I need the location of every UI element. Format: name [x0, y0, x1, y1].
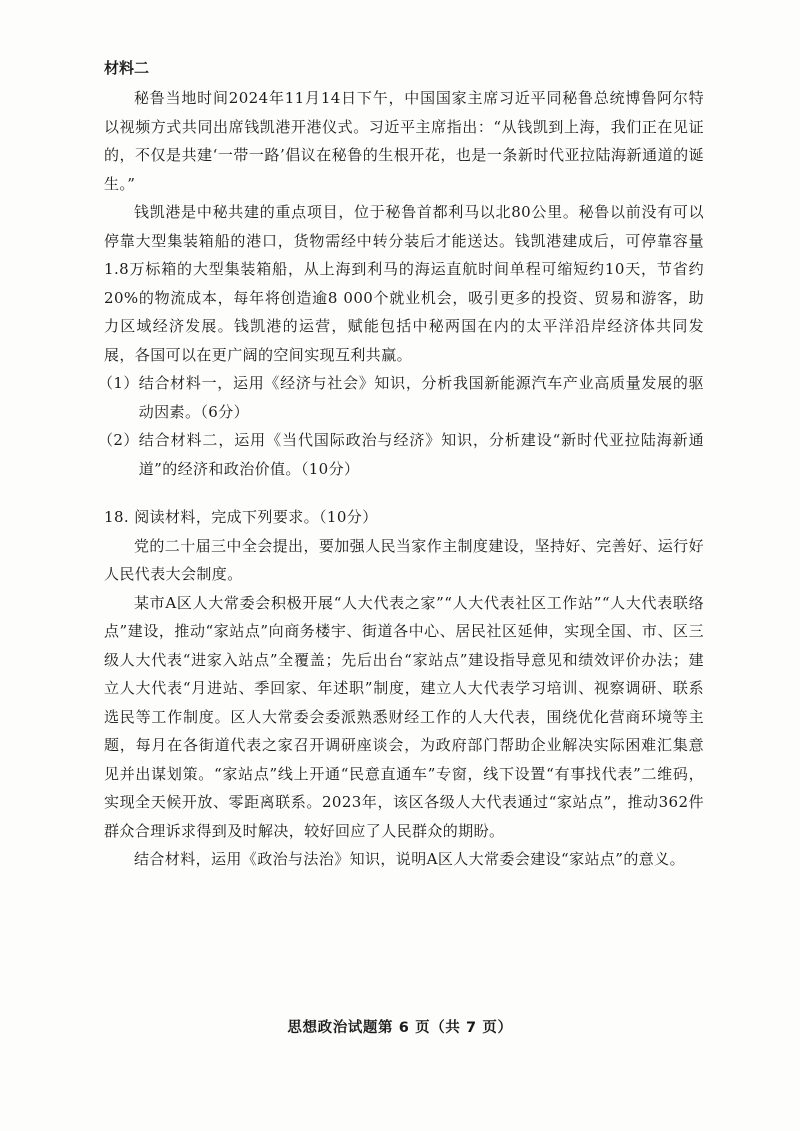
subquestion-number: （1）: [98, 374, 139, 392]
subquestion-1: [98, 369, 704, 426]
question-18-paragraph-1: 党的二十届三中全会提出，要加强人民当家作主制度建设，坚持好、完善好、运行好人民代表大会制度。: [104, 536, 704, 583]
material-heading: 材料二: [104, 59, 150, 77]
question-18-title: 18. 阅读材料，完成下列要求。（10分）: [104, 508, 378, 526]
subquestion-text: 结合材料一，运用《经济与社会》知识，分析我国新能源汽车产业高质量发展的驱动因素。（6分）: [138, 374, 704, 421]
question-18-prompt: 结合材料，运用《政治与法治》知识，说明A区人大常委会建设“家站点”的意义。: [134, 850, 685, 868]
subquestion-text: 结合材料二，运用《当代国际政治与经济》知识，分析建设“新时代亚拉陆海新通道”的经济和政治价值。（10分）: [138, 431, 704, 478]
material-paragraph-1: 秘鲁当地时间2024年11月14日下午，中国国家主席习近平同秘鲁总统博鲁阿尔特以视频方式共同出席钱凯港开港仪式。习近平主席指出：“从钱凯到上海，我们正在见证的，不仅是共建‘一带一路’倡议在秘鲁的生根开花，也是一条新时代亚拉陆海新通道的诞生。”: [104, 89, 704, 193]
section-gap: [104, 483, 704, 503]
material-paragraph-2: 钱凯港是中秘共建的重点项目，位于秘鲁首都利马以北80公里。秘鲁以前没有可以停靠大型集装箱船的港口，货物需经中转分装后才能送达。钱凯港建成后，可停靠容量1.8万标箱的大型集装箱船，从上海到利马的海运直航时间单程可缩短约10天，节省约20%的物流成本，每年将创造逾8 000个就业机会，吸引更多的投资、贸易和游客，助力区域经济发展。钱凯港的运营，赋能包括中秘两国在内的太平洋沿岸经济体共同发展，各国可以在更广阔的空间实现互利共赢。: [104, 203, 704, 364]
question-18-paragraph-2: 某市A区人大常委会积极开展“人大代表之家”“人大代表社区工作站”“人大代表联络点”建设，推动“家站点”向商务楼宇、街道各中心、居民社区延伸，实现全国、市、区三级人大代表“进家入站点”全覆盖；先后出台“家站点”建设指导意见和绩效评价办法；建立人大代表“月进站、季回家、年述职”制度，建立人大代表学习培训、视察调研、联系选民等工作制度。区人大常委会委派熟悉财经工作的人大代表，围绕优化营商环境等主题，每月在各街道代表之家召开调研座谈会，为政府部门帮助企业解决实际困难汇集意见并出谋划策。“家站点”线上开通“民意直通车”专窗，线下设置“有事找代表”二维码，实现全天候开放、零距离联系。2023年，该区各级人大代表通过“家站点”，推动362件群众合理诉求得到及时解决，较好回应了人民群众的期盼。: [104, 593, 704, 840]
page-footer: 思想政治试题第 6 页（共 7 页）: [287, 1020, 513, 1036]
subquestion-2: [98, 426, 704, 483]
subquestion-number: （2）: [98, 431, 139, 449]
page-content: [98, 54, 704, 874]
